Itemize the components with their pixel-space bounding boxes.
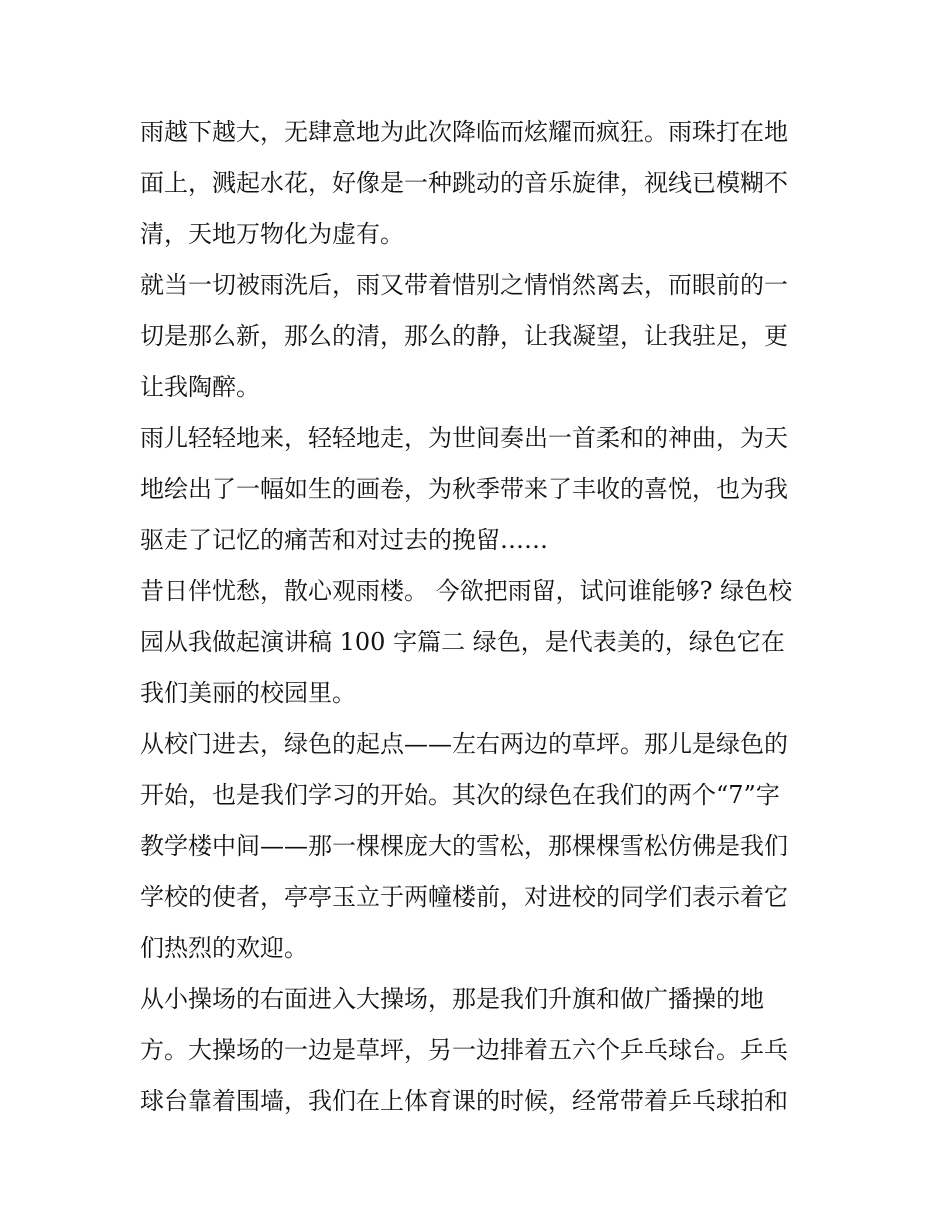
document-body <box>140 107 815 1127</box>
text-line: 昔日伴忧愁，散心观雨楼。 今欲把雨留，试问谁能够? 绿色校 <box>140 577 793 605</box>
text-line: 雨越下越大，无肆意地为此次降临而炫耀而疯狂。雨珠打在地 <box>140 118 788 146</box>
text-line: 面上，溅起水花，好像是一种跳动的音乐旋律，视线已模糊不 <box>140 169 788 197</box>
text-line: 雨儿轻轻地来，轻轻地走，为世间奏出一首柔和的神曲，为天 <box>140 424 788 452</box>
text-line: 从校门进去，绿色的起点——左右两边的草坪。那儿是绿色的 <box>140 730 788 758</box>
text-line: 学校的使者，亭亭玉立于两幢楼前，对进校的同学们表示着它 <box>140 883 788 911</box>
text-line: 从小操场的右面进入大操场，那是我们升旗和做广播操的地 <box>140 985 764 1013</box>
text-line: 切是那么新，那么的清，那么的静，让我凝望，让我驻足，更 <box>140 322 788 350</box>
text-line: 我们美丽的校园里。 <box>140 679 356 707</box>
text-line: 就当一切被雨洗后，雨又带着惜别之情悄然离去，而眼前的一 <box>140 271 788 299</box>
text-line: 地绘出了一幅如生的画卷，为秋季带来了丰收的喜悦，也为我 <box>140 475 788 503</box>
text-line: 让我陶醉。 <box>140 373 260 401</box>
text-line: 教学楼中间——那一棵棵庞大的雪松，那棵棵雪松仿佛是我们 <box>140 832 788 860</box>
text-line: 们热烈的欢迎。 <box>140 934 308 962</box>
text-line: 方。大操场的一边是草坪，另一边排着五六个乒乓球台。乒乓 <box>140 1036 788 1064</box>
text-line: 园从我做起演讲稿 100 字篇二 绿色，是代表美的，绿色它在 <box>140 628 785 656</box>
text-line: 开始，也是我们学习的开始。其次的绿色在我们的两个“7”字 <box>140 781 780 809</box>
text-line: 球台靠着围墙，我们在上体育课的时候，经常带着乒乓球拍和 <box>140 1087 788 1115</box>
text-line: 清，天地万物化为虚有。 <box>140 220 404 248</box>
text-line: 驱走了记忆的痛苦和对过去的挽留…… <box>140 526 548 554</box>
